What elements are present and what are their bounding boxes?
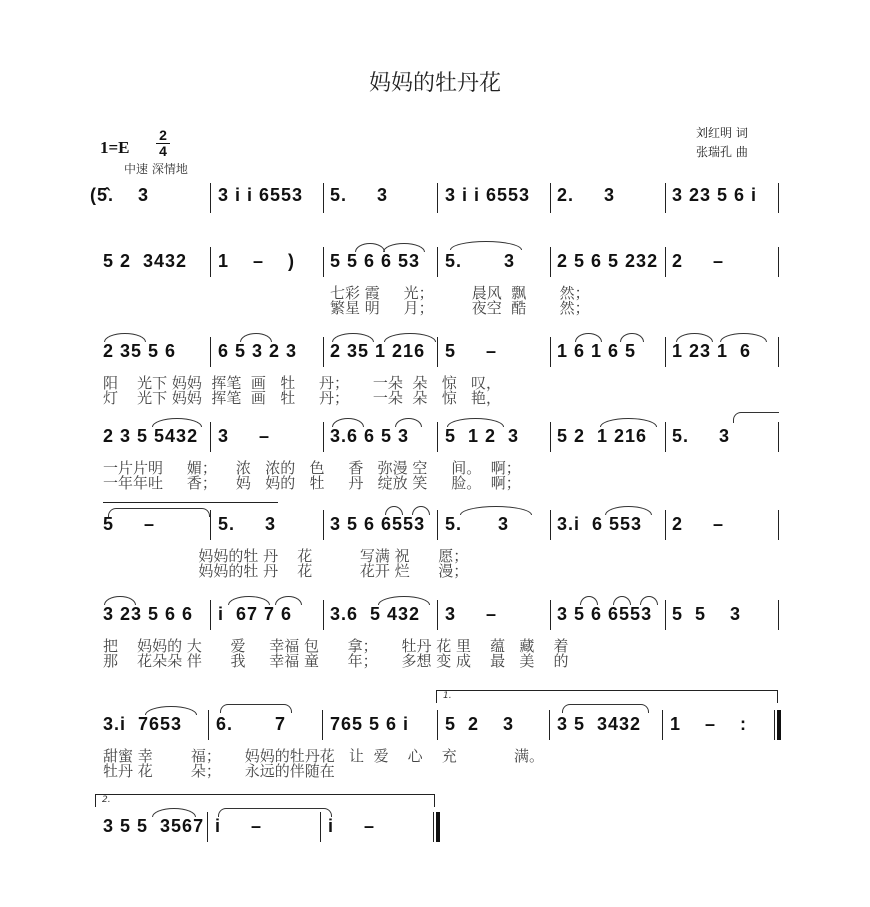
measure: 765 5 6 i <box>330 714 410 734</box>
measure: 5 2 1 216 <box>557 426 648 446</box>
measure: 5. 3 <box>218 514 277 534</box>
lyrics-verse-1: 一片片明 媚； 浓 浓的 色 香 弥漫 空 间。 啊； <box>103 459 521 477</box>
measure: 3 5 3432 <box>557 714 642 734</box>
key-signature: 1=E <box>100 138 130 157</box>
lyrics-verse-2: 繁星 明 月； 夜空 酷 然； <box>330 299 590 317</box>
measure: i – <box>215 816 263 836</box>
measure: 3 23 5 6 i <box>672 185 758 205</box>
measure: 3 5 5 3567 <box>103 816 205 836</box>
tempo-marking: 中速 深情地 <box>124 162 188 176</box>
lyrics-verse-1: 把 妈妈的 大 爱 幸福 包 拿； 牡丹 花 里 蕴 藏 着 <box>103 637 569 655</box>
measure: 3 – <box>218 426 271 446</box>
credits <box>696 124 748 162</box>
measure: 1 – ) <box>218 251 296 271</box>
measure: 5. 3 <box>330 185 389 205</box>
measure: 3 5 6 6553 <box>557 604 653 624</box>
measure: (5̂. 3 <box>90 185 150 205</box>
measure: i 67 7 6 <box>218 604 293 624</box>
measure: 2 – <box>672 514 725 534</box>
lyrics-verse-2: 妈妈的牡 丹 花 花开 烂 漫； <box>103 562 469 580</box>
lyrics-verse-1: 妈妈的牡 丹 花 写满 祝 愿； <box>103 547 469 565</box>
measure: 6 5 3 2 3 <box>218 341 298 361</box>
measure: 3 i i 6553 <box>218 185 304 205</box>
lyrics-verse-2: 牡丹 花 朵； 永远的伴随在 <box>103 762 335 780</box>
measure: 5 – <box>103 514 156 534</box>
measure: 2 – <box>672 251 725 271</box>
measure: 5 5 6 6 53 <box>330 251 421 271</box>
measure: 3 23 5 6 6 <box>103 604 194 624</box>
measure: 1 – : <box>670 714 748 734</box>
measure: 3.6 6 5 3 <box>330 426 410 446</box>
measure: 5. 3 <box>672 426 731 446</box>
lyrics-verse-2: 灯 光下 妈妈 挥笔 画 牡 丹； 一朵 朵 惊 艳， <box>103 389 502 407</box>
measure: 6. 7 <box>216 714 287 734</box>
measure: 3 i i 6553 <box>445 185 531 205</box>
time-signature: 2 4 <box>156 128 170 159</box>
volta-label-2: 2. <box>102 795 111 805</box>
measure: 5. 3 <box>445 514 510 534</box>
measure: 2 35 1 216 <box>330 341 426 361</box>
measure: 2. 3 <box>557 185 616 205</box>
measure: i – <box>328 816 376 836</box>
lyrics-verse-1: 七彩 霞 光； 晨风 飘 然； <box>330 284 590 302</box>
measure: 3.6 5 432 <box>330 604 421 624</box>
lyricist: 刘红明 词 <box>696 126 748 140</box>
measure: 1 6 1 6 5 <box>557 341 637 361</box>
measure: 5 1 2 3 <box>445 426 520 446</box>
measure: 5 – <box>445 341 498 361</box>
lyrics-verse-2: 那 花朵朵 伴 我 幸福 童 年； 多想 变 成 最 美 的 <box>103 652 569 670</box>
lyrics-verse-1: 阳 光下 妈妈 挥笔 画 牡 丹； 一朵 朵 惊 叹， <box>103 374 502 392</box>
volta-bracket-2 <box>95 794 435 807</box>
composer: 张瑞孔 曲 <box>696 145 748 159</box>
lyrics-verse-2: 一年年吐 香； 妈 妈的 牡 丹 绽放 笑 脸。 啊； <box>103 474 521 492</box>
measure: 3 – <box>445 604 498 624</box>
measure: 2 3 5 5432 <box>103 426 199 446</box>
song-title: 妈妈的牡丹花 <box>368 71 501 96</box>
measure: 5 5 3 <box>672 604 742 624</box>
measure: 3.i 7653 <box>103 714 183 734</box>
volta-bracket-1 <box>436 690 778 703</box>
volta-label-1: 1. <box>443 691 452 701</box>
measure: 5 2 3432 <box>103 251 188 271</box>
measure: 2 35 5 6 <box>103 341 177 361</box>
measure: 2 5 6 5 232 <box>557 251 659 271</box>
measure: 5 2 3 <box>445 714 515 734</box>
lyrics-verse-1: 甜蜜 幸 福； 妈妈的牡丹花 让 爱 心 充 满。 <box>103 747 544 765</box>
measure: 5. 3 <box>445 251 516 271</box>
measure: 3 5 6 6553 <box>330 514 426 534</box>
measure: 1 23 1 6 <box>672 341 752 361</box>
measure: 3.i 6 553 <box>557 514 643 534</box>
